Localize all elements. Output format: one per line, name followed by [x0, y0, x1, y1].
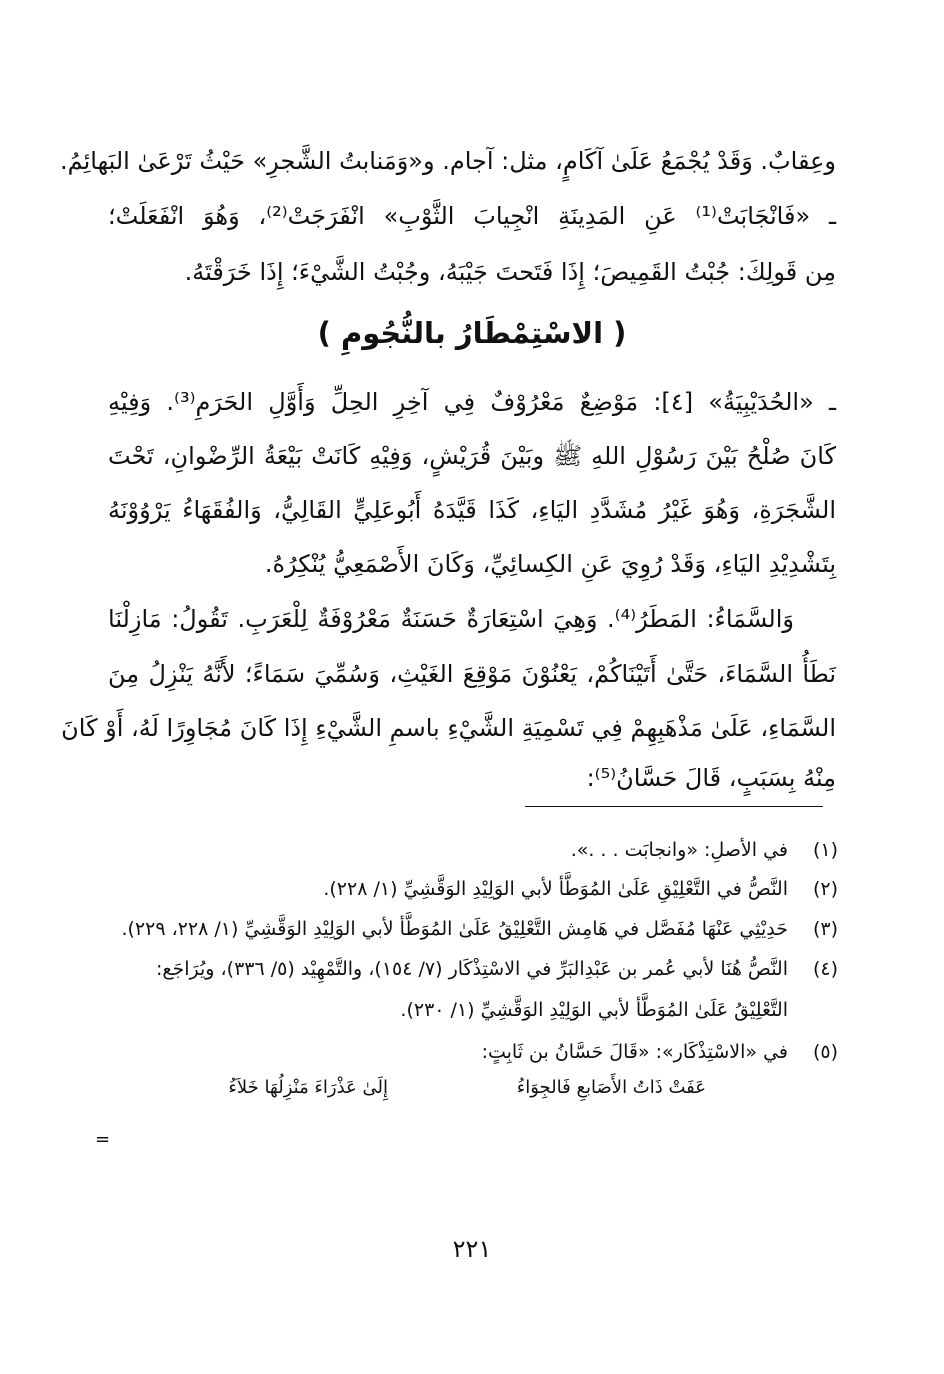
footnote-number: (٥) [812, 1041, 838, 1063]
margin-mark: = [95, 1129, 111, 1150]
text-line: السَّمَاءِ، عَلَىٰ مَذْهَبِهِمْ فِي تَسْمِيَةِ الشَّيْءِ باسمِ الشَّيْءِ إِذَا كَانَ مُجَاوِرًا لَهُ، أَوْ كَانَ [61, 714, 836, 742]
text-line: مِن قَولِكَ: جُبْتُ القَمِيصَ؛ إِذَا فَتَحتَ جَيْبَهُ، وجُبْتُ الشَّيْءَ؛ إِذَا خَرَقْتَهُ. [184, 258, 836, 286]
footnote-number: (١) [812, 839, 838, 861]
verse-second-half: إِلَىٰ عَذْرَاءَ مَنْزِلُهَا خَلاَءُ [228, 1077, 388, 1098]
footnote-separator [525, 806, 823, 807]
text-line: وَالسَّمَاءُ: المَطَرُ⁽⁴⁾. وَهِيَ اسْتِعَارَةٌ حَسَنَةٌ مَعْرُوْفَةٌ لِلْعَرَبِ. تَقُولُ: مَازِلْنَا [108, 605, 794, 633]
text-line: نَطَأُ السَّمَاءَ، حَتَّىٰ أَتَيْنَاكُمْ، يَعْنُوْنَ مَوْقِعَ الغَيْثِ، وَسُمِّيَ سَمَاءً؛ لأَنَّهُ يَنْزِلُ مِنَ [108, 660, 836, 688]
verse-first-half: عَفَتْ ذَاتُ الأَصَابعِ فَالجِوَاءُ [516, 1077, 706, 1098]
footnote-text: في «الاسْتِذْكَار»: «قَالَ حَسَّانُ بن ثَابِتٍ: [481, 1041, 788, 1063]
section-heading: ( الاسْتِمْطَارُ بالنُّجُومِ ) [317, 316, 627, 350]
footnote-text: التَّعْلِيْقُ عَلَىٰ المُوَطَّأ لأبي الوَلِيْدِ الوَقَّشِيِّ (١/ ٢٣٠). [400, 999, 788, 1021]
footnote-number: (٣) [812, 918, 838, 940]
footnote-text: النَّصُّ هُنَا لأبي عُمر بن عَبْدِالبَرِّ في الاسْتِذْكَار (٧/ ١٥٤)، والتَّمْهِيْد (٥/ ٣٣٦)، ويُرَاجَع: [155, 958, 788, 980]
text-line: كَانَ صُلْحُ بَيْنَ رَسُوْلِ اللهِ ﷺ وبَيْنَ قُرَيْشٍ، وَفِيْهِ كَانَتْ بَيْعَةُ الرِّضْوانِ، تَحْتَ [108, 442, 836, 470]
text-line: بِتَشْدِيْدِ اليَاءِ، وَقَدْ رُوِيَ عَنِ الكِسائِيِّ، وَكَانَ الأَصْمَعِيُّ يُنْكِرُهُ. [264, 550, 836, 578]
text-line: وعِقابٌ. وَقَدْ يُجْمَعُ عَلَىٰ آكَامٍ، مثل: آجام. و«وَمَنابتُ الشَّجرِ» حَيْثُ تَرْعَىٰ البَهائِمُ. [59, 147, 836, 175]
text-line: الشَّجَرَةِ، وَهُوَ غَيْرُ مُشَدَّدِ اليَاءِ، كَذَا قَيَّدَهُ أَبُوعَلِيٍّ القَالِيُّ، وَالفُقَهَاءُ يَرْوُوْنَهُ [108, 496, 836, 524]
text-line: ـ «فَانْجَابَتْ⁽¹⁾ عَنِ المَدِينَةِ انْجِيابَ الثَّوْبِ» انْفَرَجَتْ⁽²⁾، وَهُوَ انْفَعَلَتْ؛ [108, 202, 836, 230]
text-line: ـ «الحُدَيْبِيَةُ» [٤]: مَوْضِعٌ مَعْرُوْفٌ فِي آخِرِ الحِلِّ وَأَوَّلِ الحَرَمِ⁽³⁾. وَفِيْهِ [108, 388, 837, 416]
footnote-number: (٤) [812, 958, 838, 980]
page-number: ٢٢١ [452, 1235, 492, 1263]
footnote-number: (٢) [812, 878, 838, 900]
footnote-text: في الأصلِ: «وانجابَت . . .». [570, 839, 788, 861]
text-line: مِنْهُ بِسَبَبٍ، قَالَ حَسَّانُ⁽⁵⁾: [586, 764, 836, 792]
footnote-text: حَدِيْثِي عَنْهَا مُفَصَّل في هَامِش التَّعْلِيْقُ عَلَىٰ المُوَطَّأ لأبي الوَلِيْدِ الوَقَّشِيِّ (١/ ٢٢٨، ٢٢٩). [121, 918, 788, 940]
footnote-text: النَّصُّ في التَّعْلِيْقِ عَلَىٰ المُوَطَّأ لأبي الوَلِيْدِ الوَقَّشِيِّ (١/ ٢٢٨). [323, 878, 788, 900]
